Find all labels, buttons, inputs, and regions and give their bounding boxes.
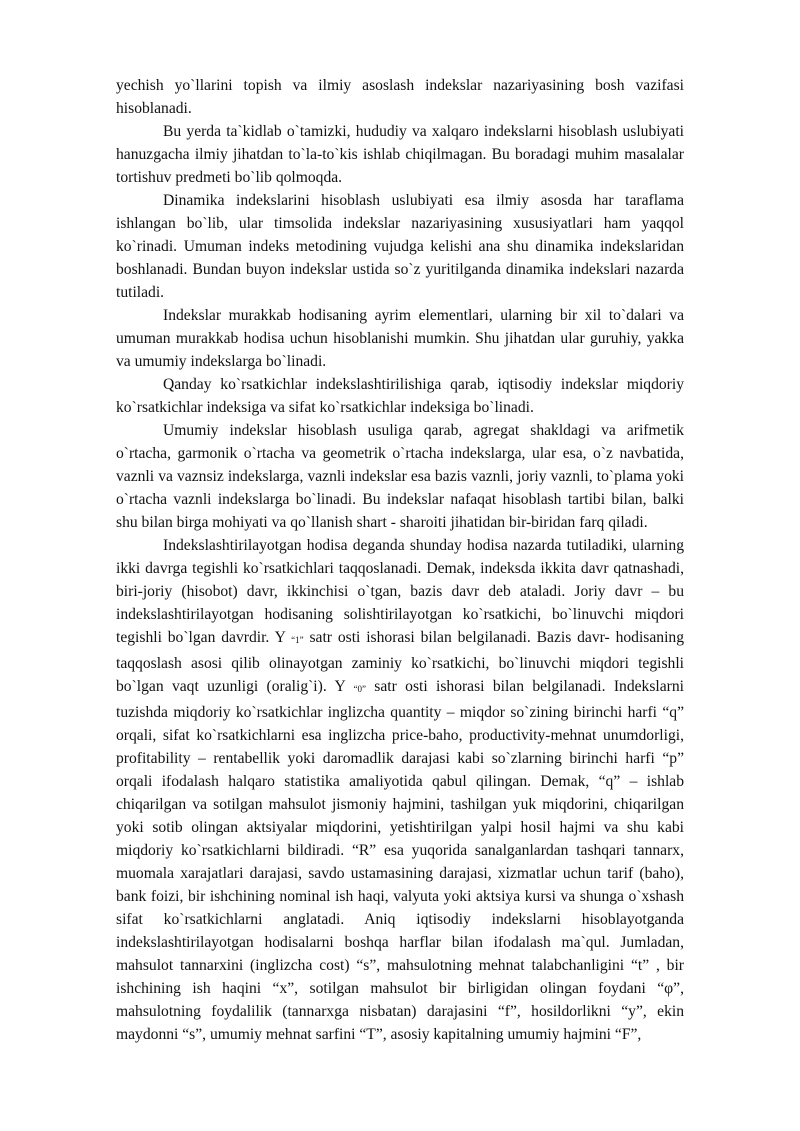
paragraph-7-part-2: satr osti ishorasi bilan belgilanadi. Bazis davr- hodisaning taqqoslash asosi qilib olinayotgan zaminiy ko`rsatkichi, bo`linuvchi miqdori tegishli bo`lgan vaqt uzunligi (oralig`i). Y bbox=[116, 629, 684, 695]
paragraph-7-part-1: Indekslashtirilayotgan hodisa deganda shunday hodisa nazarda tutiladiki, ularning ikki davrga tegishli ko`rsatkichlari taqqoslanadi. Demak, indeksda ikkita davr qatnashadi, biri-joriy (hisobot) davr, ikkinchisi o`tgan, bazis davr deb ataladi. Joriy davr – bu indekslashtirilayotgan hodisaning solishtirilayotgan ko`rsatkichi, bo`linuvchi miqdori tegishli bo`lgan davrdir. Y bbox=[116, 537, 684, 646]
paragraph-7 bbox=[116, 534, 684, 1046]
paragraph-2: Bu yerda ta`kidlab o`tamizki, hududiy va xalqaro indekslarni hisoblash uslubiyati hanuzgacha ilmiy jihatdan to`la-to`kis ishlab chiqilmagan. Bu boradagi muhim masalalar tortishuv predmeti bo`lib qolmoqda. bbox=[116, 123, 684, 186]
document-page bbox=[116, 74, 684, 1046]
paragraph-7-part-3: satr osti ishorasi bilan belgilanadi. Indekslarni tuzishda miqdoriy ko`rsatkichlar inglizcha quantity – miqdor so`zining birinchi harfi “q” orqali, sifat ko`rsatkichlarni esa inglizcha price-baho, productivity-mehnat unumdorligi, profitability – rentabellik yoki daromadlik darajasi kabi so`zlarning birinchi harfi “p” orqali ifodalash halqaro statistika amaliyotida qabul qilingan. Demak, “q” – ishlab chiqarilgan va sotilgan mahsulot jismoniy hajmini, tashilgan yuk miqdorini, chiqarilgan yoki sotib olingan aktsiyalar miqdorini, yetishtirilgan yalpi hosil hajmi va shu kabi miqdoriy ko`rsatkichlarni bildiradi. “R” esa yuqorida sanalganlardan tashqari tannarx, muomala xarajatlari darajasi, savdo ustamasining darajasi, xizmatlar uchun tarif (baho), bank foizi, bir ishchining nominal ish haqi, valyuta yoki aktsiya kursi va shunga o`xshash sifat ko`rsatkichlarni anglatadi. Aniq iqtisodiy indekslarni hisoblayotganda indekslashtirilayotgan hodisalarni boshqa harflar bilan ifodalash ma`qul. Jumladan, mahsulot tannarxini (inglizcha cost) “s”, mahsulotning mehnat talabchanligini “t” , bir ishchining ish haqini “x”, sotilgan mahsulot bir birligidan olingan foydani “φ”, mahsulotning foydalilik (tannarxga nisbatan) darajasini “f”, hosildorlikni “y”, ekin maydonni “s”, umumiy mehnat sarfini “T”, asosiy kapitalning umumiy hajmini “F”, bbox=[116, 678, 684, 1043]
paragraph-1: yechish yo`llarini topish va ilmiy asoslash indekslar nazariyasining bosh vazifasi hisoblanadi. bbox=[116, 77, 684, 117]
paragraph-3: Dinamika indekslarini hisoblash uslubiyati esa ilmiy asosda har taraflama ishlangan bo`lib, ular timsolida indekslar nazariyasining xususiyatlari ham yaqqol ko`rinadi. Umuman indeks metodining vujudga kelishi ana shu dinamika indekslaridan boshlanadi. Bundan buyon indekslar ustida so`z yuritilganda dinamika indekslari nazarda tutiladi. bbox=[116, 192, 684, 301]
subscript-base-period: “0” bbox=[353, 684, 366, 694]
paragraph-5: Qanday ko`rsatkichlar indekslashtirilishiga qarab, iqtisodiy indekslar miqdoriy ko`rsatkichlar indeksiga va sifat ko`rsatkichlar indeksiga bo`linadi. bbox=[116, 376, 684, 416]
paragraph-6: Umumiy indekslar hisoblash usuliga qarab, agregat shakldagi va arifmetik o`rtacha, garmonik o`rtacha va geometrik o`rtacha indekslarga, ular esa, o`z navbatida, vaznli va vaznsiz indekslarga, vaznli indekslar esa bazis vaznli, joriy vaznli, to`plama yoki o`rtacha vaznli indekslarga bo`linadi. Bu indekslar nafaqat hisoblash tartibi bilan, balki shu bilan birga mohiyati va qo`llanish shart - sharoiti jihatidan bir-biridan farq qiladi. bbox=[116, 422, 684, 531]
subscript-current-period: “1” bbox=[291, 635, 304, 645]
paragraph-4: Indekslar murakkab hodisaning ayrim elementlari, ularning bir xil to`dalari va umuman murakkab hodisa uchun hisoblanishi mumkin. Shu jihatdan ular guruhiy, yakka va umumiy indekslarga bo`linadi. bbox=[116, 307, 684, 370]
